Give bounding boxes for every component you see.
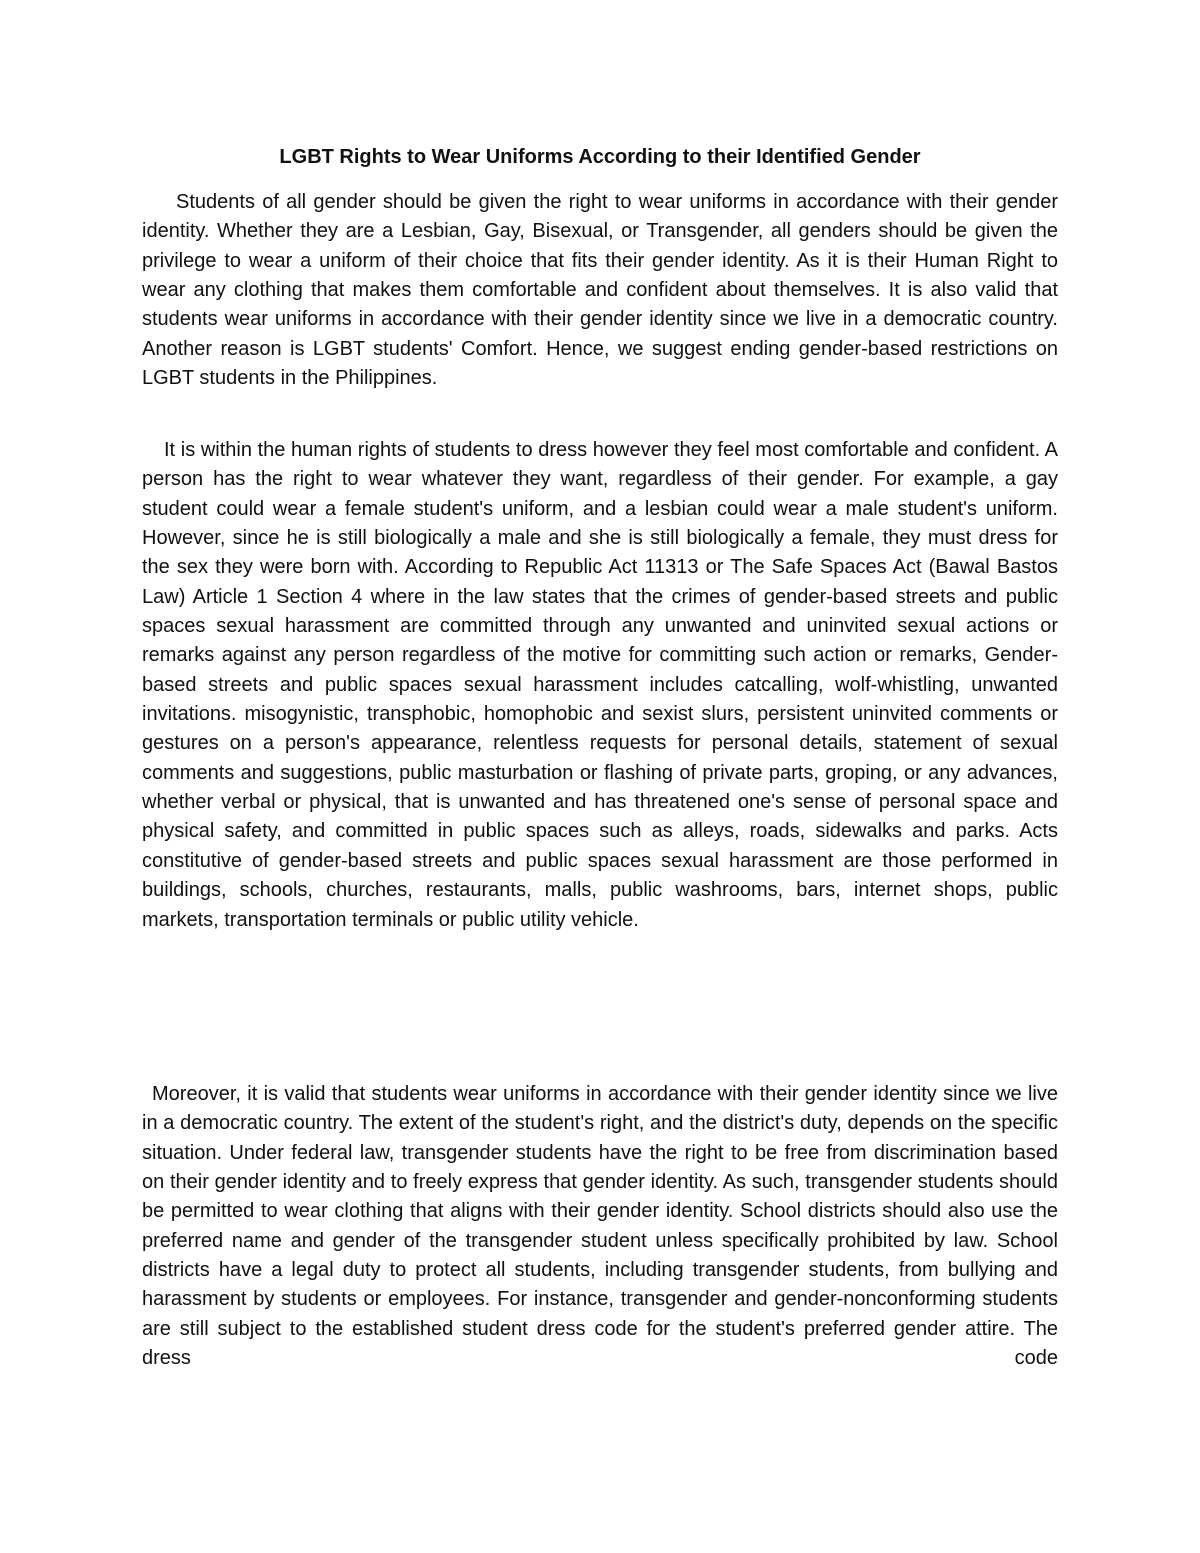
paragraph-human-rights: It is within the human rights of students to dress however they feel most comfortable and confident. A person has the right to wear whatever they want, regardless of their gender. For example, a gay student could wear a female student's uniform, and a lesbian could wear a male student's uniform. However, since he is still biologically a male and she is still biologically a female, they must dress for the sex they were born with. According to Republic Act 11313 or The Safe Spaces Act (Bawal Bastos Law) Article 1 Section 4 where in the law states that the crimes of gender-based streets and public spaces sexual harassment are committed through any unwanted and uninvited sexual actions or remarks against any person regardless of the motive for committing such action or remarks, Gender-based streets and public spaces sexual harassment includes catcalling, wolf-whistling, unwanted invitations. misogynistic, transphobic, homophobic and sexist slurs, persistent uninvited comments or gestures on a person's appearance, relentless requests for personal details, statement of sexual comments and suggestions, public masturbation or flashing of private parts, groping, or any advances, whether verbal or physical, that is unwanted and has threatened one's sense of personal space and physical safety, and committed in public spaces such as alleys, roads, sidewalks and parks. Acts constitutive of gender-based streets and public spaces sexual harassment are those performed in buildings, schools, churches, restaurants, malls, public washrooms, bars, internet shops, public markets, transportation terminals or public utility vehicle.	[142, 439, 1058, 931]
document-title: LGBT Rights to Wear Uniforms According to their Identified Gender	[279, 146, 921, 168]
paragraph-democratic-country: Moreover, it is valid that students wear uniforms in accordance with their gender identity since we live in a democratic country. The extent of the student's right, and the district's duty, depends on the specific situation. Under federal law, transgender students have the right to be free from discrimination based on their gender identity and to freely express that gender identity. As such, transgender students should be permitted to wear clothing that aligns with their gender identity. School districts should also use the preferred name and gender of the transgender student unless specifically prohibited by law. School districts have a legal duty to protect all students, including transgender students, from bullying and harassment by students or employees. For instance, transgender and gender-nonconforming students are still subject to the established student dress code for the student's preferred gender attire. The dress code	[142, 1083, 1058, 1370]
paragraph-intro: Students of all gender should be given the right to wear uniforms in accordance with their gender identity. Whether they are a Lesbian, Gay, Bisexual, or Transgender, all genders should be given the privilege to wear a uniform of their choice that fits their gender identity. As it is their Human Right to wear any clothing that makes them comfortable and confident about themselves. It is also valid that students wear uniforms in accordance with their gender identity since we live in a democratic country. Another reason is LGBT students' Comfort. Hence, we suggest ending gender-based restrictions on LGBT students in the Philippines.	[142, 191, 1058, 390]
